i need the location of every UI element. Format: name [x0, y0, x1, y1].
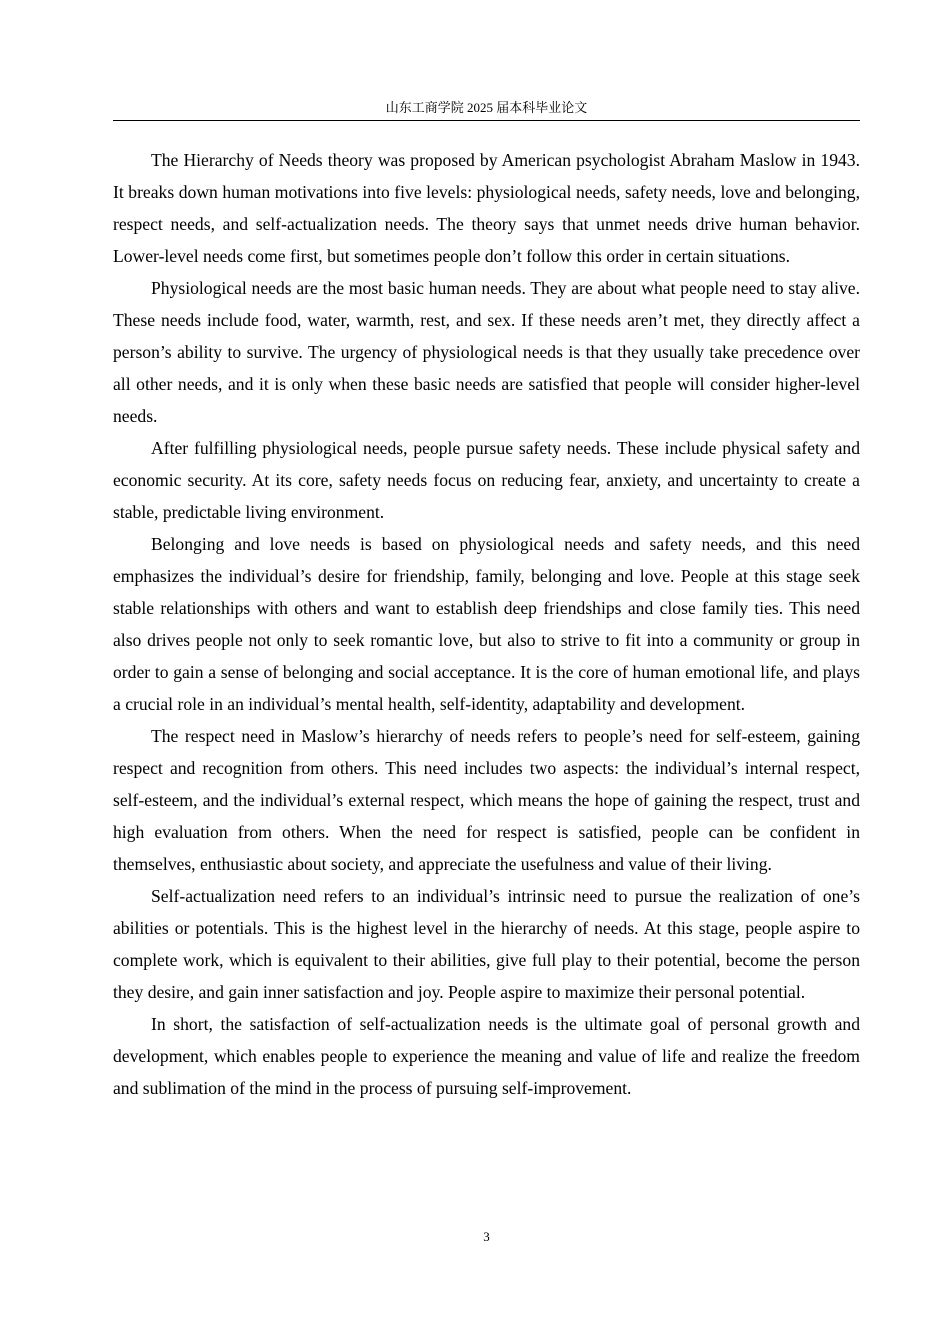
paragraph-respect-needs: The respect need in Maslow’s hierarchy of needs refers to people’s need for self-esteem, gaining respect and recognition from others. This need includes two aspects: the individual’s internal respect, self-esteem, and the individual’s external respect, which means the hope of gaining the respect, trust and high evaluation from others. When the need for respect is satisfied, people can be confident in themselves, enthusiastic about society, and appreciate the usefulness and value of their living. [113, 726, 860, 874]
paragraph-conclusion: In short, the satisfaction of self-actualization needs is the ultimate goal of personal growth and development, which enables people to experience the meaning and value of life and realize the freedom and sublimation of the mind in the process of pursuing self-improvement. [113, 1014, 860, 1098]
body-text [113, 144, 860, 1104]
header-title: 山东工商学院 2025 届本科毕业论文 [385, 100, 588, 115]
page-header [113, 97, 860, 121]
paragraph-belonging-love-needs: Belonging and love needs is based on physiological needs and safety needs, and this need emphasizes the individual’s desire for friendship, family, belonging and love. People at this stage seek stable relationships with others and want to establish deep friendships and close family ties. This need also drives people not only to seek romantic love, but also to strive to fit into a community or group in order to gain a sense of belonging and social acceptance. It is the core of human emotional life, and plays a crucial role in an individual’s mental health, self-identity, adaptability and development. [113, 534, 860, 714]
paragraph-hierarchy-intro: The Hierarchy of Needs theory was proposed by American psychologist Abraham Maslow in 1943. It breaks down human motivations into five levels: physiological needs, safety needs, love and belonging, respect needs, and self-actualization needs. The theory says that unmet needs drive human behavior. Lower-level needs come first, but sometimes people don’t follow this order in certain situations. [113, 150, 860, 266]
page-number: 3 [483, 1229, 490, 1244]
paragraph-self-actualization-needs: Self-actualization need refers to an individual’s intrinsic need to pursue the realization of one’s abilities or potentials. This is the highest level in the hierarchy of needs. At this stage, people aspire to complete work, which is equivalent to their abilities, give full play to their potential, become the person they desire, and gain inner satisfaction and joy. People aspire to maximize their personal potential. [113, 886, 860, 1002]
paragraph-safety-needs: After fulfilling physiological needs, people pursue safety needs. These include physical safety and economic security. At its core, safety needs focus on reducing fear, anxiety, and uncertainty to create a stable, predictable living environment. [113, 438, 860, 522]
paragraph-physiological-needs: Physiological needs are the most basic human needs. They are about what people need to stay alive. These needs include food, water, warmth, rest, and sex. If these needs aren’t met, they directly affect a person’s ability to survive. The urgency of physiological needs is that they usually take precedence over all other needs, and it is only when these basic needs are satisfied that people will consider higher-level needs. [113, 278, 860, 426]
